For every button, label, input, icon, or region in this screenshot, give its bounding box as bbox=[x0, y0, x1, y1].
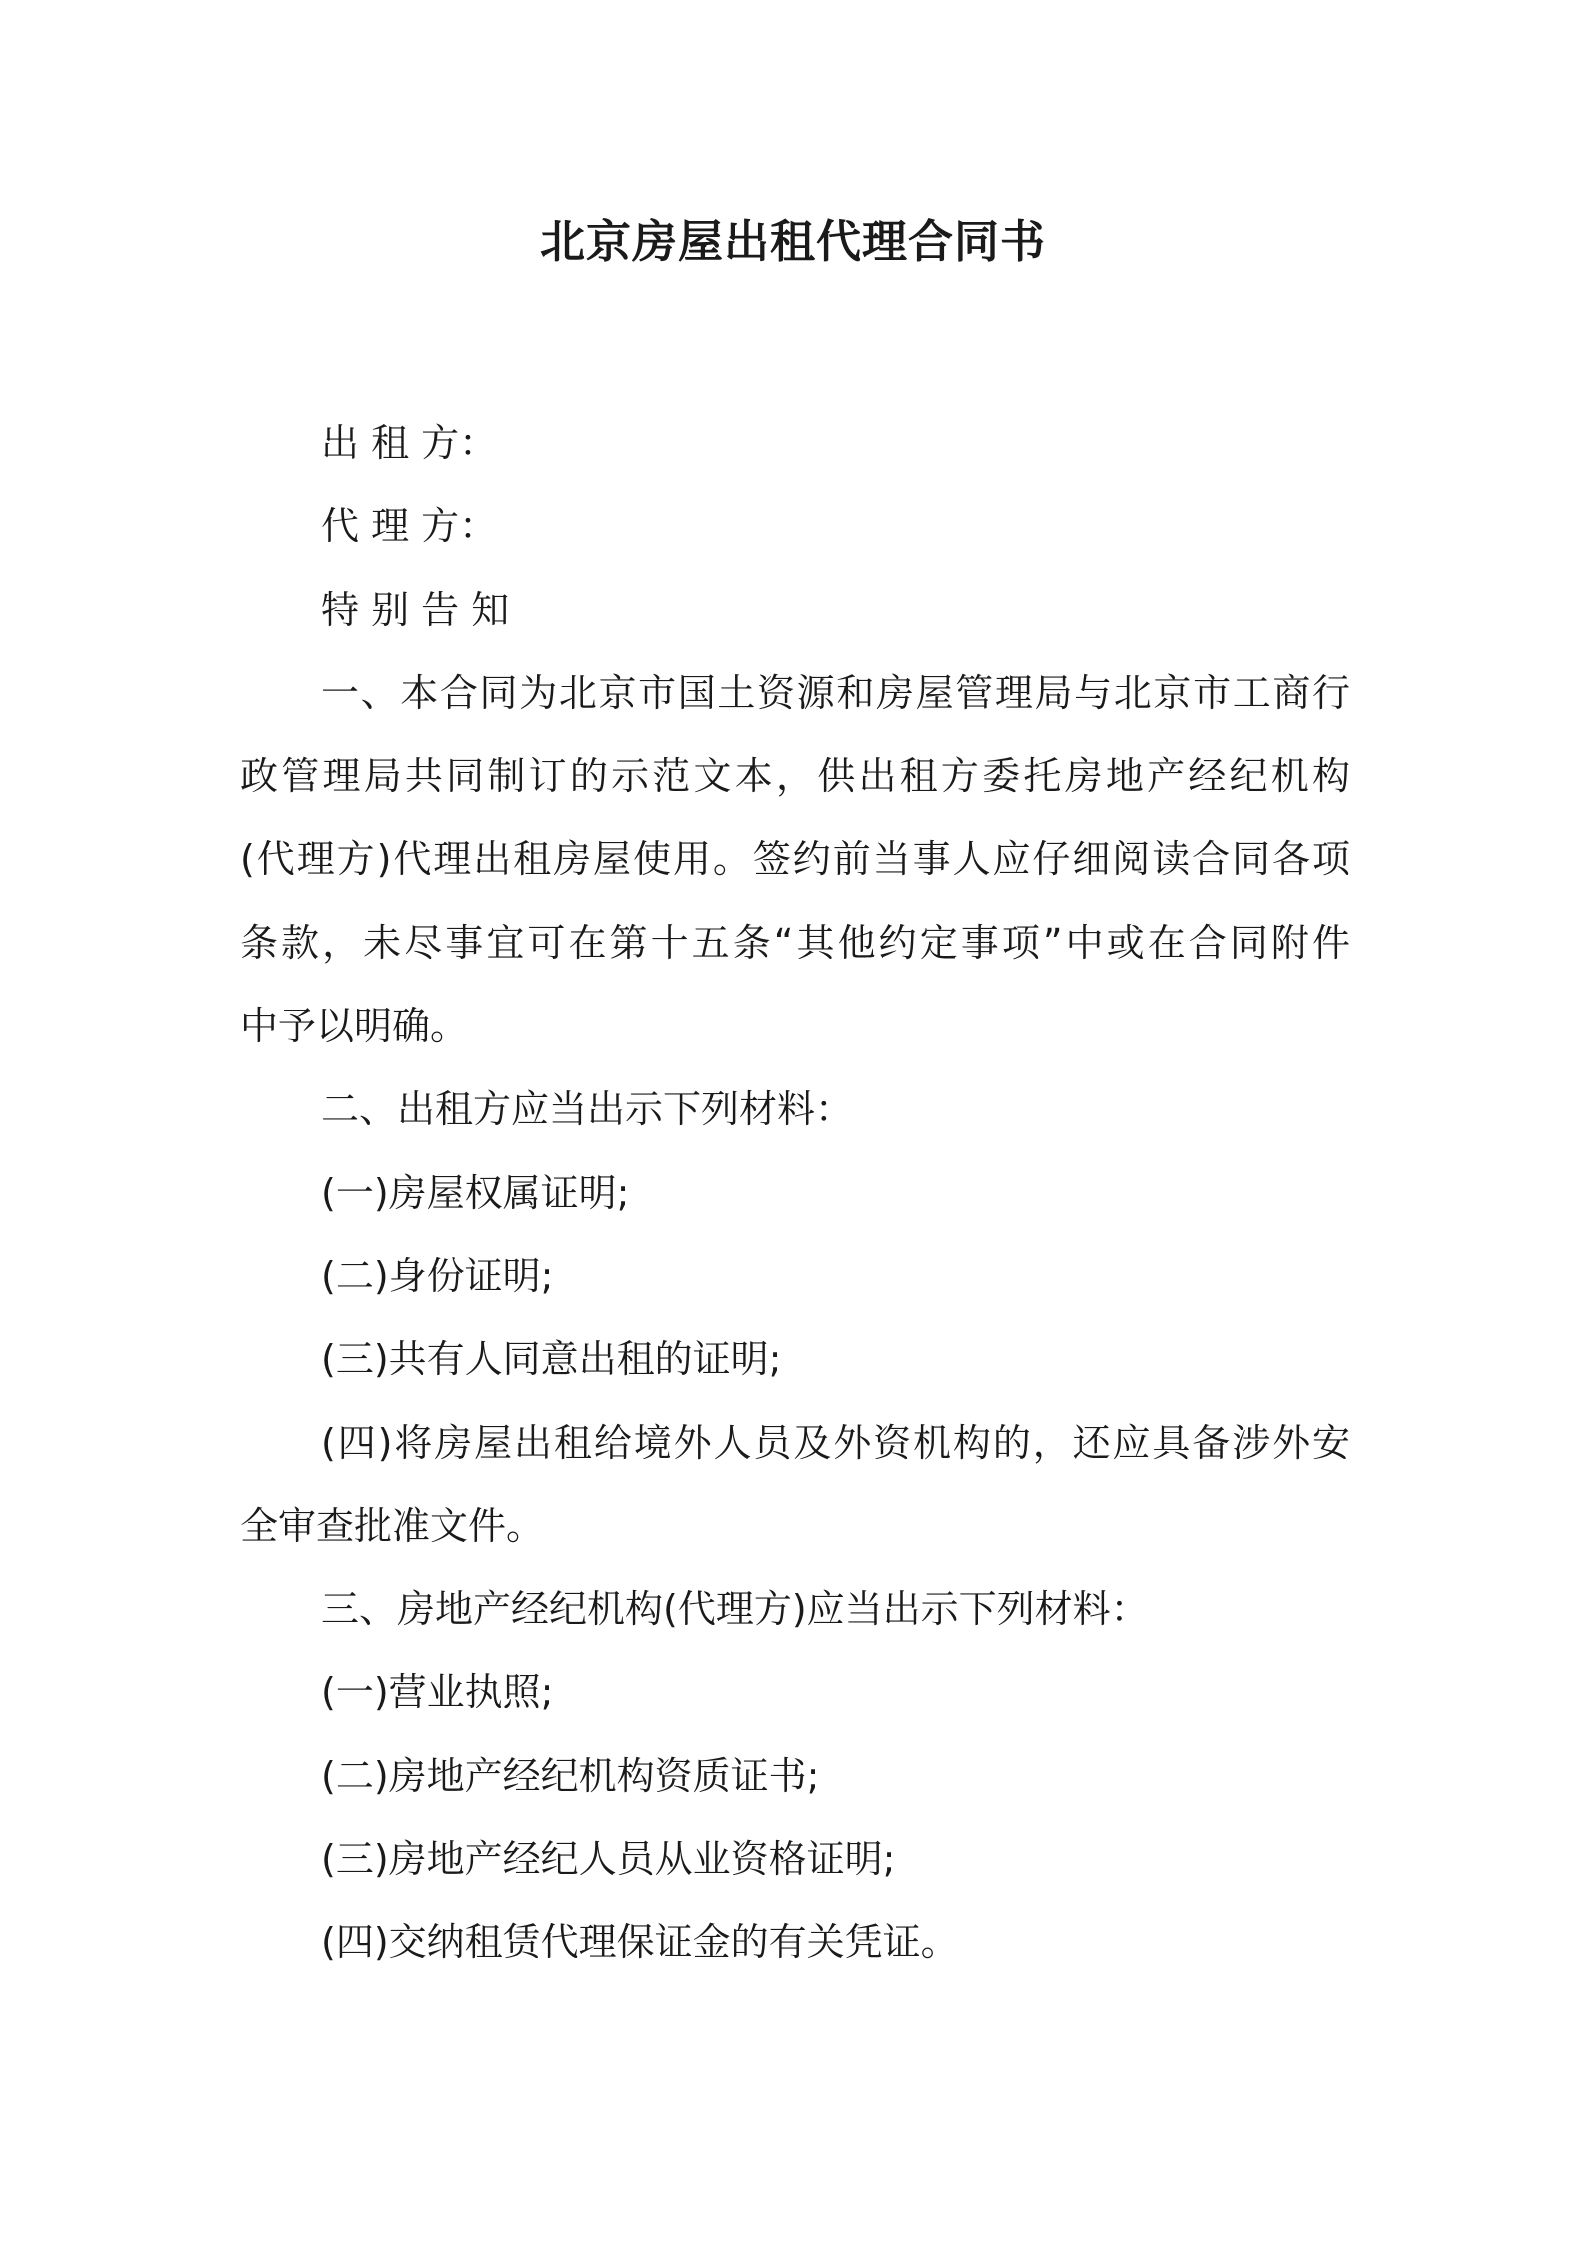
document-title: 北京房屋出租代理合同书 bbox=[539, 215, 1046, 268]
clause-3-item-1: (一)营业执照; bbox=[321, 1670, 554, 1715]
clause-2-item-1: (一)房屋权属证明; bbox=[321, 1170, 630, 1215]
clause-1-line-2: 政管理局共同制订的示范文本，供出租方委托房地产经纪机构 bbox=[240, 754, 1350, 799]
clause-1-line-4: 条款，未尽事宜可在第十五条“其他约定事项”中或在合同附件 bbox=[240, 920, 1350, 965]
clause-2-item-4-line-2: 全审查批准文件。 bbox=[240, 1503, 545, 1548]
clause-1-line-1: 一、本合同为北京市国土资源和房屋管理局与北京市工商行 bbox=[321, 670, 1350, 715]
clause-3-item-3: (三)房地产经纪人员从业资格证明; bbox=[321, 1837, 896, 1882]
clause-3-item-2: (二)房地产经纪机构资质证书; bbox=[321, 1753, 820, 1798]
clause-1-line-5: 中予以明确。 bbox=[240, 1004, 469, 1049]
clause-2-heading: 二、出租方应当出示下列材料： bbox=[321, 1087, 854, 1132]
special-notice-heading: 特 别 告 知 bbox=[321, 587, 510, 632]
clause-2-item-4-line-1: (四)将房屋出租给境外人员及外资机构的，还应具备涉外安 bbox=[321, 1420, 1350, 1465]
clause-3-item-4: (四)交纳租赁代理保证金的有关凭证。 bbox=[321, 1920, 959, 1965]
clause-1-line-3: (代理方)代理出租房屋使用。签约前当事人应仔细阅读合同各项 bbox=[240, 837, 1350, 882]
clause-3-heading: 三、房地产经纪机构(代理方)应当出示下列材料： bbox=[321, 1587, 1149, 1632]
document-body bbox=[240, 402, 1350, 1985]
clause-2-item-2: (二)身份证明; bbox=[321, 1253, 554, 1298]
lessor-label: 出 租 方： bbox=[321, 421, 498, 465]
clause-2-item-3: (三)共有人同意出租的证明; bbox=[321, 1337, 782, 1382]
agent-label: 代 理 方： bbox=[321, 504, 498, 549]
